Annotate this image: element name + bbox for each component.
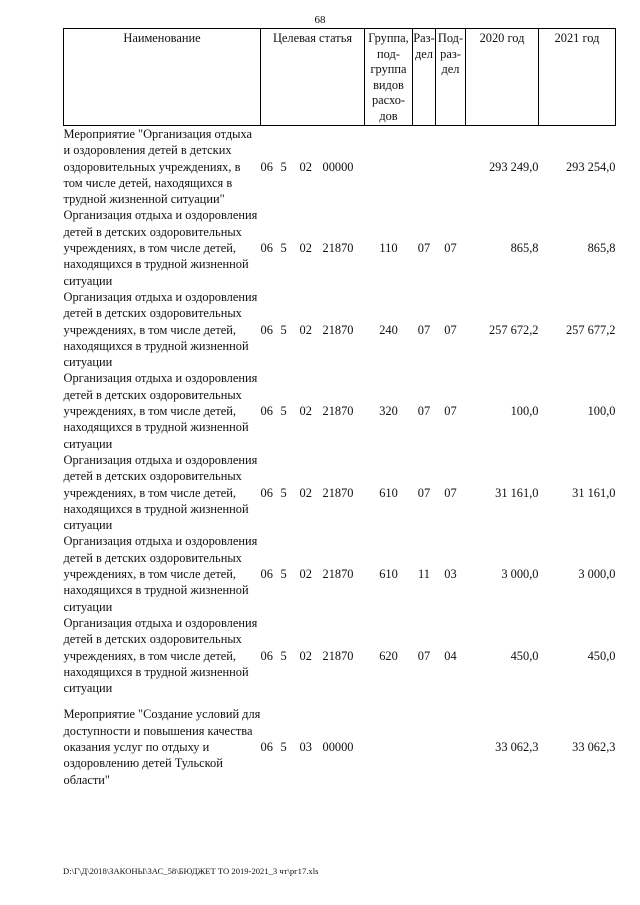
table-row [64, 370, 616, 451]
expense-group [365, 126, 413, 208]
header-2020: 2020 год [466, 29, 539, 126]
header-subsection: Под- раз- дел [436, 29, 466, 126]
row-spacer [64, 696, 616, 706]
section [413, 126, 436, 208]
value-2021: 865,8 [587, 241, 616, 256]
value-2020: 31 161,0 [495, 485, 539, 500]
row-name: Организация отдыха и оздоровления детей в детских оздоровительных учреждениях, в том числе детей, находящихся в трудной жизненной ситуации [63, 208, 258, 288]
target-article-code: 06 5 02 21870 [260, 241, 354, 256]
value-2020: 293 249,0 [488, 159, 539, 174]
expense-group: 240 [379, 322, 398, 337]
expense-group: 620 [379, 648, 398, 663]
value-2020: 3 000,0 [501, 567, 539, 582]
target-article-code: 06 5 02 21870 [260, 485, 354, 500]
expense-group: 320 [379, 404, 398, 419]
value-2020: 33 062,3 [495, 739, 539, 754]
table-row [64, 706, 616, 787]
subsection: 03 [444, 567, 457, 582]
subsection: 04 [444, 648, 457, 663]
section: 07 [417, 485, 431, 500]
value-2020: 450,0 [510, 648, 539, 663]
target-article-code: 06 5 02 21870 [260, 322, 354, 337]
section: 07 [417, 241, 431, 256]
header-name: Наименование [64, 29, 261, 126]
section: 07 [417, 322, 431, 337]
value-2021: 293 254,0 [565, 159, 616, 174]
subsection [436, 126, 466, 208]
expense-group: 610 [379, 567, 398, 582]
header-expense-group: Группа, под- группа видов расхо- дов [365, 29, 413, 126]
section: 07 [417, 404, 431, 419]
table-row [64, 615, 616, 696]
expense-group: 610 [379, 485, 398, 500]
value-2020: 257 672,2 [488, 322, 539, 337]
expense-group: 110 [379, 241, 398, 256]
table-row [64, 533, 616, 614]
table-row [64, 126, 616, 208]
value-2021: 31 161,0 [572, 485, 616, 500]
page-number: 68 [314, 14, 326, 26]
value-2021: 450,0 [587, 648, 616, 663]
value-2021: 3 000,0 [578, 567, 616, 582]
budget-table [63, 28, 616, 788]
subsection [436, 706, 466, 787]
expense-group [365, 706, 413, 787]
subsection: 07 [444, 322, 457, 337]
section: 11 [418, 567, 430, 582]
subsection: 07 [444, 404, 457, 419]
value-2020: 100,0 [510, 404, 539, 419]
row-name: Организация отдыха и оздоровления детей в детских оздоровительных учреждениях, в том числе детей, находящихся в трудной жизненной ситуации [63, 289, 258, 370]
value-2021: 33 062,3 [572, 739, 616, 754]
target-article-code: 06 5 02 21870 [260, 648, 354, 663]
subsection: 07 [444, 241, 457, 256]
subsection: 07 [444, 485, 457, 500]
table-row [64, 452, 616, 533]
table-header-row [64, 29, 616, 126]
target-article-code: 06 5 03 00000 [260, 739, 354, 754]
row-name: Организация отдыха и оздоровления детей в детских оздоровительных учреждениях, в том числе детей, находящихся в трудной жизненной ситуации [63, 615, 258, 696]
header-target-article: Целевая статья [261, 29, 365, 126]
target-article-code: 06 5 02 21870 [260, 567, 354, 582]
file-path-footer: D:\Г\Д\2018\ЗАКОНЫ\ЗАС_58\БЮДЖЕТ ТО 2019-2021_3 чт\рг17.xls [63, 866, 319, 876]
value-2021: 100,0 [587, 404, 616, 419]
header-2021: 2021 год [539, 29, 616, 126]
row-name: Организация отдыха и оздоровления детей в детских оздоровительных учреждениях, в том числе детей, находящихся в трудной жизненной ситуации [63, 534, 258, 614]
target-article-code: 06 5 02 21870 [260, 404, 354, 419]
value-2021: 257 677,2 [565, 322, 616, 337]
header-section: Раз- дел [413, 29, 436, 126]
row-name: Организация отдыха и оздоровления детей в детских оздоровительных учреждениях, в том числе детей, находящихся в трудной жизненной ситуации [63, 452, 258, 533]
section: 07 [417, 648, 431, 663]
table-row [64, 207, 616, 288]
table-row [64, 289, 616, 370]
target-article-code: 06 5 02 00000 [260, 159, 354, 174]
row-name: Организация отдыха и оздоровления детей в детских оздоровительных учреждениях, в том числе детей, находящихся в трудной жизненной ситуации [63, 371, 258, 451]
value-2020: 865,8 [510, 241, 539, 256]
row-name: Мероприятие "Организация отдыха и оздоровления детей в детских оздоровительных учреждениях, в том числе детей, находящихся в трудной жизненной ситуации" [63, 127, 252, 207]
row-name: Мероприятие "Создание условий для доступности и повышения качества оказания услуг по отдыху и оздоровлению детей Тульской области" [63, 707, 261, 787]
section [413, 706, 436, 787]
